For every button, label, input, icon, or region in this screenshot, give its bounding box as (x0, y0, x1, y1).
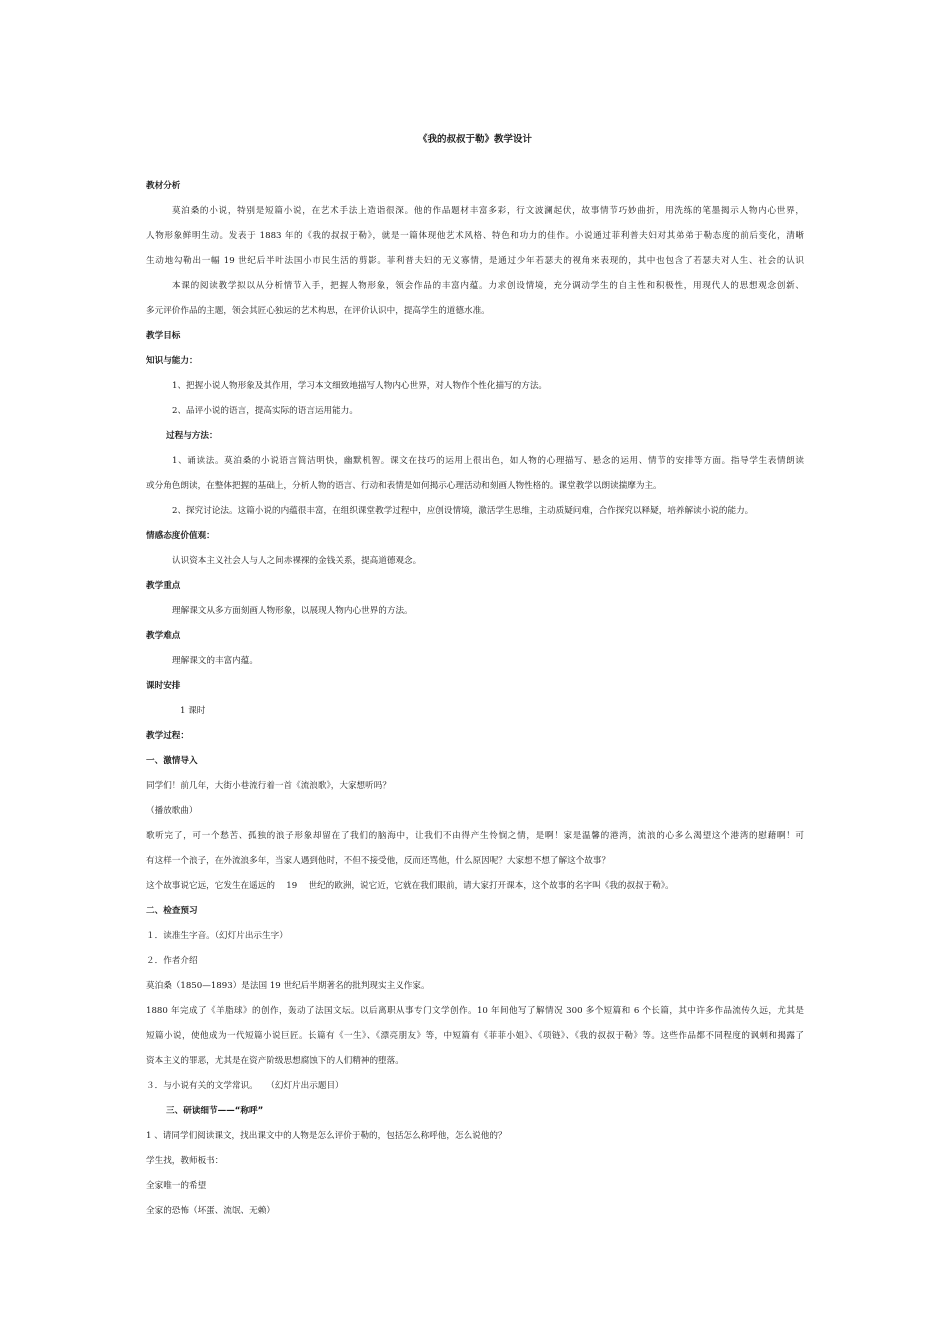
schedule-item-1: 1 课时 (180, 706, 206, 716)
process-item-1-line-2: 或分角色朗读，在整体把握的基础上，分析人物的语言、行动和表情是如何揭示心理活动和刻画人物性格的。课堂教学以朗读揣摩为主。 (146, 481, 662, 491)
step1-line-3: 歌听完了，可一个愁苦、孤独的浪子形象却留在了我们的脑海中，让我们不由得产生怜悯之情，是啊！家是温馨的港湾，流浪的心多么渴望这个港湾的慰藉啊！可 (146, 831, 804, 841)
procedure-heading: 教学过程： (146, 731, 189, 741)
difficulty-heading: 教学难点 (146, 631, 181, 641)
step1-line-1: 同学们！前几年，大街小巷流行着一首《流浪歌》，大家想听吗？ (146, 781, 391, 791)
step2-line-7: ３．与小说有关的文学常识。 （幻灯片出示题目） (146, 1081, 344, 1091)
process-item-2: 2、探究讨论法。这篇小说的内蕴很丰富，在组织课堂教学过程中，应创设情境，激活学生思维，主动质疑问难，合作探究以释疑，培养解读小说的能力。 (172, 506, 754, 516)
analysis-paragraph-2-line-2: 多元评价作品的主题，领会其匠心独运的艺术构思，在评价认识中，提高学生的道德水准。 (146, 306, 490, 316)
step1-line-4: 有这样一个浪子，在外流浪多年，当家人遇到他时，不但不接受他，反而还骂他，什么原因呢？大家想不想了解这个故事？ (146, 856, 611, 866)
emotion-heading: 情感态度价值观： (146, 531, 215, 541)
step2-line-1: １．读准生字音。（幻灯片出示生字） (146, 931, 288, 941)
process-item-1-line-1: 1、诵读法。莫泊桑的小说语言简洁明快，幽默机智。课文在技巧的运用上很出色，如人物的心理描写、悬念的运用、情节的安排等方面。指导学生表情朗读 (172, 456, 804, 466)
step2-line-4: 1880 年完成了《羊脂球》的创作，轰动了法国文坛。以后离职从事专门文学创作。10 年间他写了解情况 300 多个短篇和 6 个长篇，其中许多作品流传久远，尤其是 (146, 1006, 804, 1016)
step2-line-2: ２．作者介绍 (146, 956, 198, 966)
step2-heading: 二、检查预习 (146, 906, 198, 916)
step1-heading: 一、激情导入 (146, 756, 198, 766)
knowledge-item-1: 1、把握小说人物形象及其作用，学习本文细致地描写人物内心世界，对人物作个性化描写的方法。 (172, 381, 548, 391)
analysis-paragraph-1-line-2: 人物形象鲜明生动。发表于 1883 年的《我的叔叔于勒》，就是一篇体现他艺术风格、特色和功力的佳作。小说通过菲利普夫妇对其弟弟于勒态度的前后变化，清晰 (146, 231, 804, 241)
analysis-paragraph-2-line-1: 本课的阅读教学拟以从分析情节入手，把握人物形象，领会作品的丰富内蕴。力求创设情境，充分调动学生的自主性和积极性，用现代人的思想观念创新、 (172, 281, 804, 291)
emotion-item-1: 认识资本主义社会人与人之间赤裸裸的金钱关系，提高道德观念。 (172, 556, 422, 566)
focus-heading: 教学重点 (146, 581, 181, 591)
step1-line-2: （播放歌曲） (146, 806, 198, 816)
process-heading: 过程与方法： (166, 431, 218, 441)
document-title: 《我的叔叔于勒》教学设计 (417, 134, 532, 145)
focus-item-1: 理解课文从多方面刻画人物形象，以展现人物内心世界的方法。 (172, 606, 413, 616)
step2-line-6: 资本主义的罪恶，尤其是在资产阶级思想腐蚀下的人们精神的堕落。 (146, 1056, 404, 1066)
step2-line-3: 莫泊桑（1850—1893）是法国 19 世纪后半期著名的批判现实主义作家。 (146, 981, 430, 991)
step1-line-5: 这个故事说它远，它发生在遥远的 19 世纪的欧洲，说它近，它就在我们眼前，请大家打开课本，这个故事的名字叫《我的叔叔于勒》。 (146, 881, 674, 891)
knowledge-heading: 知识与能力： (146, 356, 198, 366)
step3-heading: 三、研读细节——“称呼” (166, 1106, 264, 1116)
step3-line-4: 全家的恐怖（坏蛋、流氓、无赖） (146, 1206, 275, 1216)
analysis-heading: 教材分析 (146, 181, 181, 191)
difficulty-item-1: 理解课文的丰富内蕴。 (172, 656, 258, 666)
knowledge-item-2: 2、品评小说的语言，提高实际的语言运用能力。 (172, 406, 358, 416)
schedule-heading: 课时安排 (146, 681, 181, 691)
step3-line-2: 学生找，教师板书： (146, 1156, 224, 1166)
analysis-paragraph-1-line-3: 生动地勾勒出一幅 19 世纪后半叶法国小市民生活的剪影。菲利普夫妇的无义寡情，是通过少年若瑟夫的视角来表现的，其中也包含了若瑟夫对人生、社会的认识 (146, 256, 804, 266)
step2-line-5: 短篇小说，使他成为一代短篇小说巨匠。长篇有《一生》、《漂亮朋友》等，中短篇有《菲菲小姐》、《项链》、《我的叔叔于勒》等。这些作品都不同程度的讽刺和揭露了 (146, 1031, 804, 1041)
step3-line-3: 全家唯一的希望 (146, 1181, 207, 1191)
step3-line-1: 1 、请同学们阅读课文，找出课文中的人物是怎么评价于勒的，包括怎么称呼他，怎么说他的？ (146, 1131, 507, 1141)
goals-heading: 教学目标 (146, 331, 181, 341)
analysis-paragraph-1-line-1: 莫泊桑的小说，特别是短篇小说，在艺术手法上造诣很深。他的作品题材丰富多彩，行文波澜起伏，故事情节巧妙曲折，用洗练的笔墨揭示人物内心世界， (172, 206, 804, 216)
